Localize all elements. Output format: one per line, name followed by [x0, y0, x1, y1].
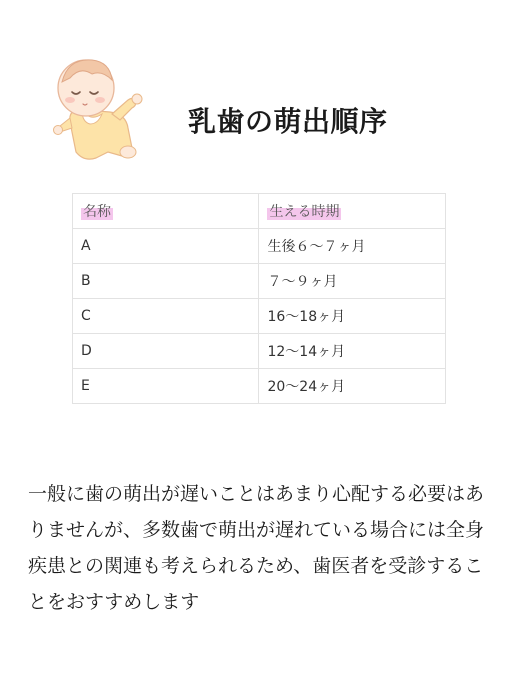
table-row	[73, 264, 446, 299]
column-header-period: 生える時期	[259, 194, 446, 229]
tooth-name-cell: C	[73, 299, 259, 334]
column-header-name: 名称	[73, 194, 259, 229]
tooth-name-cell: A	[73, 229, 259, 264]
tooth-name-cell: D	[73, 334, 259, 369]
advice-paragraph: 一般に歯の萌出が遅いことはあまり心配する必要はありませんが、多数歯で萌出が遅れている場合には全身疾患との関連も考えられるため、歯医者を受診することをおすすめします	[28, 483, 485, 613]
eruption-period-cell: 16〜18ヶ月	[259, 299, 446, 334]
table-header-row	[73, 194, 446, 229]
eruption-period-cell: 20〜24ヶ月	[259, 369, 446, 404]
sleeping-baby-icon	[40, 52, 152, 164]
table-row	[73, 369, 446, 404]
tooth-name-cell: B	[73, 264, 259, 299]
eruption-table	[72, 193, 446, 404]
table-row	[73, 334, 446, 369]
eruption-period-cell: 12〜14ヶ月	[259, 334, 446, 369]
eruption-period-cell: ７〜９ヶ月	[259, 264, 446, 299]
eruption-period-cell: 生後６〜７ヶ月	[259, 229, 446, 264]
page-title: 乳歯の萌出順序	[188, 105, 388, 138]
table-row	[73, 229, 446, 264]
tooth-name-cell: E	[73, 369, 259, 404]
table-row	[73, 299, 446, 334]
